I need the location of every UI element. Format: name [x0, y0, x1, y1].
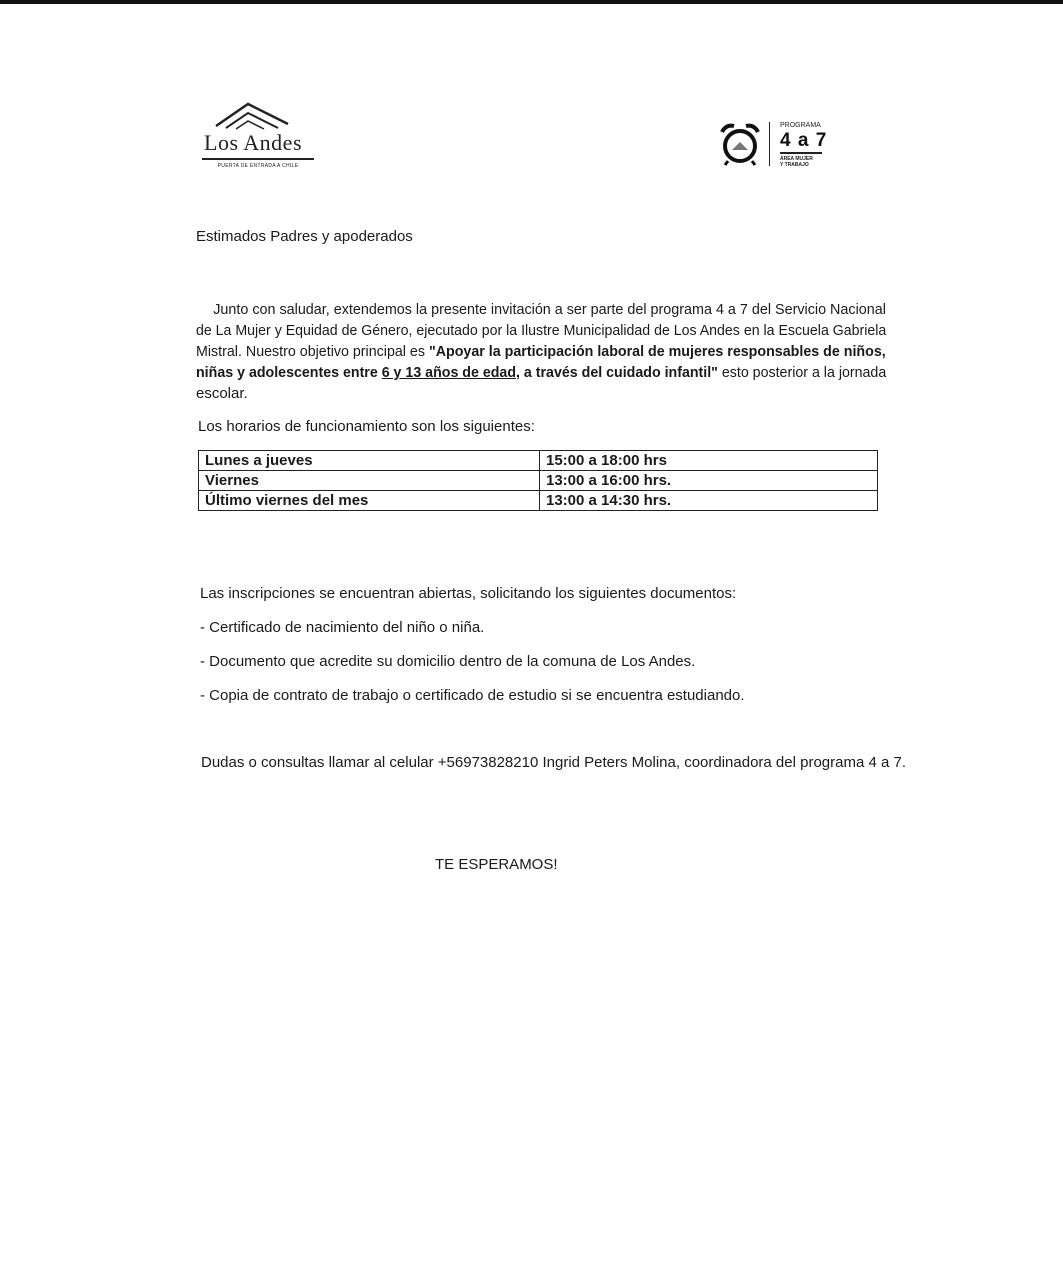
- alarm-clock-icon: [718, 120, 762, 166]
- table-row: [199, 471, 878, 491]
- paragraph-line-1: Junto con saludar, extendemos la presente invitación a ser parte del programa 4 a 7 del Servicio Nacional: [213, 301, 886, 318]
- closing-line: TE ESPERAMOS!: [435, 856, 558, 873]
- schedule-day: Lunes a jueves: [199, 451, 540, 471]
- paragraph-line-3-plain: Mistral. Nuestro objetivo principal es: [196, 343, 429, 360]
- program-label: PROGRAMA: [780, 122, 821, 129]
- program-area-line2: Y TRABAJO: [780, 162, 809, 168]
- program-name: 4 a 7: [780, 130, 828, 151]
- schedule-hours: 13:00 a 14:30 hrs.: [540, 491, 878, 511]
- program-4a7-logo: [718, 118, 828, 174]
- schedule-table: [198, 450, 878, 511]
- paragraph-line-4: [196, 362, 887, 383]
- objective-quote-start: "Apoyar la participación laboral de mujeres responsables de niños,: [428, 343, 886, 360]
- objective-quote-end: a través del cuidado infantil": [519, 364, 718, 381]
- program-area: [780, 156, 813, 168]
- schedule-day: Viernes: [199, 471, 540, 491]
- program-rule: [780, 152, 822, 154]
- table-row: [199, 491, 878, 511]
- mountain-icon: [212, 100, 292, 130]
- logo-name: Los Andes: [204, 130, 302, 155]
- table-row: [199, 451, 878, 471]
- page-top-border: [0, 0, 1063, 4]
- logo-tagline: PUERTA DE ENTRADA A CHILE: [217, 163, 299, 169]
- greeting: Estimados Padres y apoderados: [196, 228, 413, 245]
- paragraph-line-5: escolar.: [196, 385, 248, 402]
- document-item: - Copia de contrato de trabajo o certificado de estudio si se encuentra estudiando.: [200, 687, 745, 704]
- schedule-day: Último viernes del mes: [199, 491, 540, 511]
- registration-intro: Las inscripciones se encuentran abiertas, solicitando los siguientes documentos:: [200, 585, 737, 602]
- los-andes-logo: [198, 100, 323, 180]
- invitation-paragraph: [196, 299, 886, 404]
- schedule-hours: 15:00 a 18:00 hrs: [540, 451, 878, 471]
- schedule-title: Los horarios de funcionamiento son los siguientes:: [198, 418, 535, 435]
- paragraph-line-4-plain: esto posterior a la jornada: [717, 364, 887, 381]
- paragraph-line-2: de La Mujer y Equidad de Género, ejecutado por la Ilustre Municipalidad de Los Andes en la Escuela Gabriela: [196, 322, 887, 339]
- document-item: - Certificado de nacimiento del niño o niña.: [200, 619, 485, 636]
- logo-rule: [202, 158, 314, 160]
- logo-divider: [769, 122, 770, 166]
- contact-info: Dudas o consultas llamar al celular +56973828210 Ingrid Peters Molina, coordinadora del programa 4 a 7.: [201, 754, 907, 771]
- paragraph-line-3: [196, 341, 886, 362]
- program-area-line1: ÁREA MUJER: [780, 156, 813, 162]
- document-item: - Documento que acredite su domicilio dentro de la comuna de Los Andes.: [200, 653, 696, 670]
- schedule-hours: 13:00 a 16:00 hrs.: [540, 471, 878, 491]
- objective-quote-mid: niñas y adolescentes entre: [196, 364, 382, 381]
- age-range: 6 y 13 años de edad,: [381, 364, 520, 381]
